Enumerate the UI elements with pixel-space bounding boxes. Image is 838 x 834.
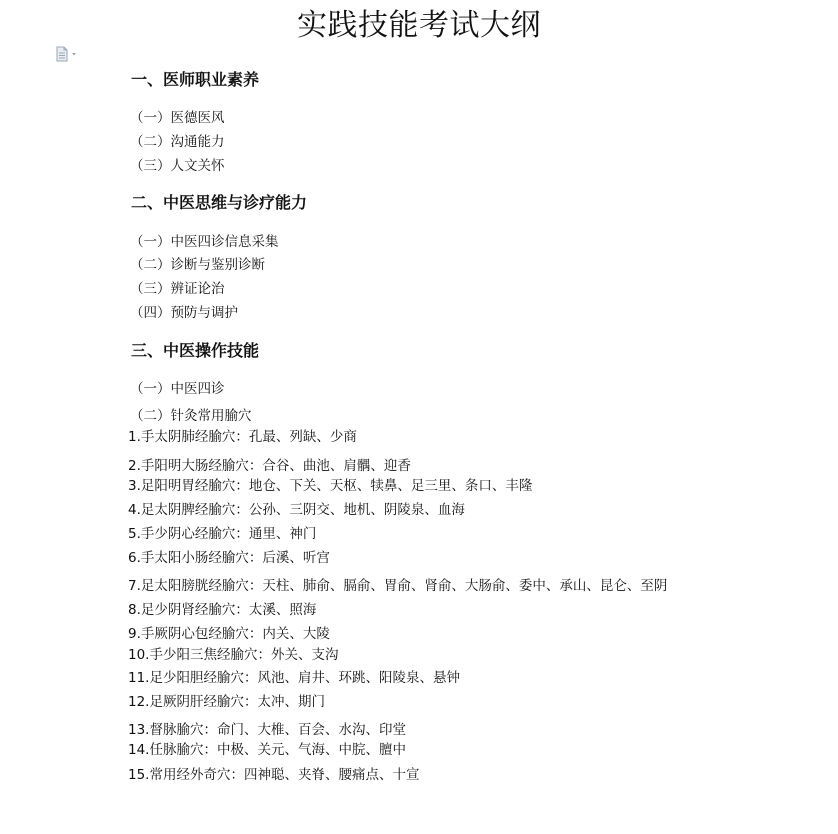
- document-icon-graphic: [55, 46, 81, 62]
- acupoint-line: 9.手厥阴心包经腧穴：内关、大陵: [128, 626, 330, 642]
- page-title: 实践技能考试大纲: [297, 8, 541, 43]
- acupoint-line: 2.手阳明大肠经腧穴：合谷、曲池、肩髃、迎香: [128, 458, 411, 474]
- acupoint-line: 7.足太阳膀胱经腧穴：天柱、肺俞、膈俞、胃俞、肾俞、大肠俞、委中、承山、昆仑、至阴: [128, 578, 668, 594]
- acupoint-line: 11.足少阳胆经腧穴：风池、肩井、环跳、阳陵泉、悬钟: [128, 670, 460, 686]
- outline-item: （二）诊断与鉴别诊断: [130, 257, 265, 273]
- outline-item: （三）辨证论治: [130, 281, 225, 297]
- outline-item: （三）人文关怀: [130, 158, 225, 174]
- acupoint-line: 14.任脉腧穴：中极、关元、气海、中脘、膻中: [128, 742, 406, 758]
- acupoint-line: 12.足厥阴肝经腧穴：太冲、期门: [128, 694, 325, 710]
- acupoint-line: 5.手少阴心经腧穴：通里、神门: [128, 526, 317, 542]
- section-heading-professionalism: 一、医师职业素养: [131, 70, 260, 89]
- acupoint-line: 1.手太阴肺经腧穴：孔最、列缺、少商: [128, 429, 357, 445]
- acupoint-line: 4.足太阴脾经腧穴：公孙、三阴交、地机、阴陵泉、血海: [128, 502, 465, 518]
- section-heading-operation-skills: 三、中医操作技能: [131, 341, 260, 360]
- outline-item: （一）中医四诊信息采集: [130, 234, 279, 250]
- acupoint-line: 15.常用经外奇穴：四神聪、夹脊、腰痛点、十宣: [128, 767, 420, 783]
- document-icon[interactable]: [55, 46, 81, 62]
- acupoint-line: 13.督脉腧穴：命门、大椎、百会、水沟、印堂: [128, 722, 406, 738]
- section-heading-diagnosis: 二、中医思维与诊疗能力: [131, 193, 308, 212]
- acupoint-line: 8.足少阴肾经腧穴：太溪、照海: [128, 602, 317, 618]
- outline-item: （一）中医四诊: [130, 381, 225, 397]
- outline-item: （二）沟通能力: [130, 134, 225, 150]
- acupoint-line: 10.手少阳三焦经腧穴：外关、支沟: [128, 647, 339, 663]
- acupoint-line: 6.手太阳小肠经腧穴：后溪、听宫: [128, 550, 330, 566]
- outline-item: （四）预防与调护: [130, 305, 238, 321]
- acupoint-line: 3.足阳明胃经腧穴：地仓、下关、天枢、犊鼻、足三里、条口、丰隆: [128, 478, 533, 494]
- outline-item: （二）针灸常用腧穴: [130, 408, 252, 424]
- outline-item: （一）医德医风: [130, 110, 225, 126]
